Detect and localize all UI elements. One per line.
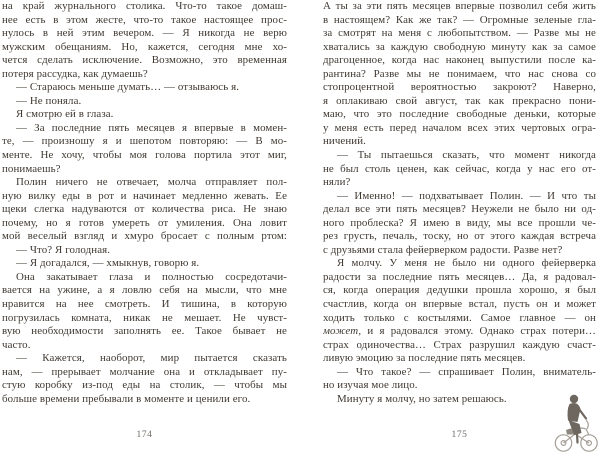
text-line: маю, что это последние свободные деньки, которые [323, 108, 596, 121]
left-page-number: 174 [136, 430, 153, 441]
text-line: Полин ничего не отвечает, молча отправляет пол- [16, 176, 287, 189]
text-line: может, и я радовался этому. Однако страх потери… [323, 325, 596, 338]
text-line: у меня есть перед началом всех этих чертовых огра- [323, 121, 596, 134]
text-line: — Я догадался, — хмыкнув, говорю я. [16, 257, 200, 270]
text-line: Я молчу. У меня не было ни одного фейерверка [337, 257, 596, 270]
text-line: ничений. [323, 135, 366, 148]
motorcycle-rider-icon [553, 384, 599, 454]
text-line: ходить только с костылями. Самое главное — он [323, 311, 596, 324]
text-line: в настоящем? Как же так? — Огромные зеленые гла- [323, 13, 596, 26]
text-line: — Что? Я голодная. [16, 243, 111, 256]
text-line: понимаешь? [2, 162, 61, 175]
text-line: — За последние пять месяцев я впервые в момен- [16, 121, 287, 134]
text-line: менте. Не хочу, чтобы моя голова портила этот миг, [2, 149, 287, 162]
text-line: мужским обещаниям. Но, кажется, сегодня мне хо- [2, 40, 287, 53]
text-line: радости за последние пять месяцев… Да, я радовал- [323, 270, 596, 283]
text-line: с друзьями стала фейерверком радости. Разве нет? [323, 243, 563, 256]
text-line: нравится на нее смотреть. И тишина, в которую [2, 298, 287, 311]
text-line: рантина? Разве мы не понимаем, что нас снова со [323, 67, 596, 80]
text-line: на край журнального столика. Что-то такое домаш- [2, 0, 287, 12]
text-line: потеря рассудка, как думаешь? [2, 67, 148, 80]
text-line: — Именно! — подхватывает Полин. — И что ты [337, 189, 596, 202]
text-line: часто. [2, 338, 31, 351]
text-line: Она закатывает глаза и полностью сосредотачи- [16, 270, 287, 283]
left-page-text [2, 0, 287, 406]
text-line: но изучая мое лицо. [323, 379, 418, 392]
text-line: А ты за эти пять месяцев впервые позволил себя жить [323, 0, 596, 12]
right-page-text [323, 0, 596, 406]
left-page [2, 0, 287, 440]
text-line: — Кажется, наоборот, мир пытается сказать [16, 352, 287, 365]
text-line: мой веселый взгляд и хмуро бросает с полным ртом: [2, 230, 287, 243]
text-line: за смотрят на меня с любопытством. — Разве мы не [323, 27, 596, 40]
text-line: Я смотрю ей в глаза. [16, 108, 114, 121]
text-line: няли? [323, 176, 351, 189]
text-line: чется сделать исключение. Возможно, это временная [2, 54, 287, 67]
text-line: стую коробку из-под еды на столик, — чтобы мы [2, 379, 287, 392]
text-line: нам, — прерывает молчание она и откладывает пу- [2, 365, 287, 378]
text-line: вую необходимости заполнять ее. Такое бывает не [2, 325, 287, 338]
text-line: хватались за каждую свободную минуту как за самое [323, 40, 596, 53]
text-line: — Что такое? — спрашивает Полин, вниматель- [337, 365, 596, 378]
text-line: страх одиночества… Страх разрушил каждую счаст- [323, 338, 596, 351]
text-line: ного проблеска? Я имею в виду, мы все прошли че- [323, 216, 596, 229]
text-line: делал все эти пять месяцев? Неужели не было ни од- [323, 203, 596, 216]
text-line: я оплакиваю свой август, так как прекрасно пони- [323, 94, 596, 107]
text-line: не был столь ценен, как сейчас, когда у нас его от- [323, 162, 596, 175]
right-page [323, 0, 596, 440]
text-line: стопроцентной вероятностью закроют? Наверно, [323, 81, 596, 94]
text-line: — Ты пытаешься сказать, что момент никогда [337, 149, 596, 162]
text-line: те, — произношу я и шепотом повторяю: — В мо- [2, 135, 287, 148]
text-line: счастлив, когда он впервые встал, пусть он и может [323, 298, 596, 311]
motorcycle-rider-illustration [553, 384, 599, 454]
text-line: рез грусть, печаль, тоску, но от этого каждая встреча [323, 230, 596, 243]
text-line: нее есть в этом жесте, что-то такое настоящее прос- [2, 13, 287, 26]
text-line: погрузилась комната, никак не мешает. Не чувст- [2, 311, 287, 324]
text-line: ся, когда операция дедушки прошла хорошо, я был [323, 284, 596, 297]
text-line: вается на ужине, а я ловлю себя на мысли, что мне [2, 284, 287, 297]
text-line: драгоценное, когда нас наконец выпустили после ка- [323, 54, 596, 67]
text-line: нулось в ней этим вечером. — Я никогда не верю [2, 27, 287, 40]
right-page-number: 175 [451, 430, 468, 441]
text-line: больше времени пребывали в моменте и ценили его. [2, 392, 251, 405]
text-line: Минуту я молчу, но затем решаюсь. [337, 392, 507, 405]
text-line: ную вилку еды в рот и начинает медленно жевать. Ее [2, 189, 287, 202]
text-line: — Стараюсь меньше думать… — отзываюсь я. [16, 81, 240, 94]
text-line: ливую эмоцию за последние пять месяцев. [323, 352, 526, 365]
text-line: щеки слегка надуваются от количества риса. Не знаю [2, 203, 287, 216]
text-line: — Не поняла. [16, 94, 82, 107]
text-line: почему, но я готов умереть от умиления. Она ловит [2, 216, 287, 229]
